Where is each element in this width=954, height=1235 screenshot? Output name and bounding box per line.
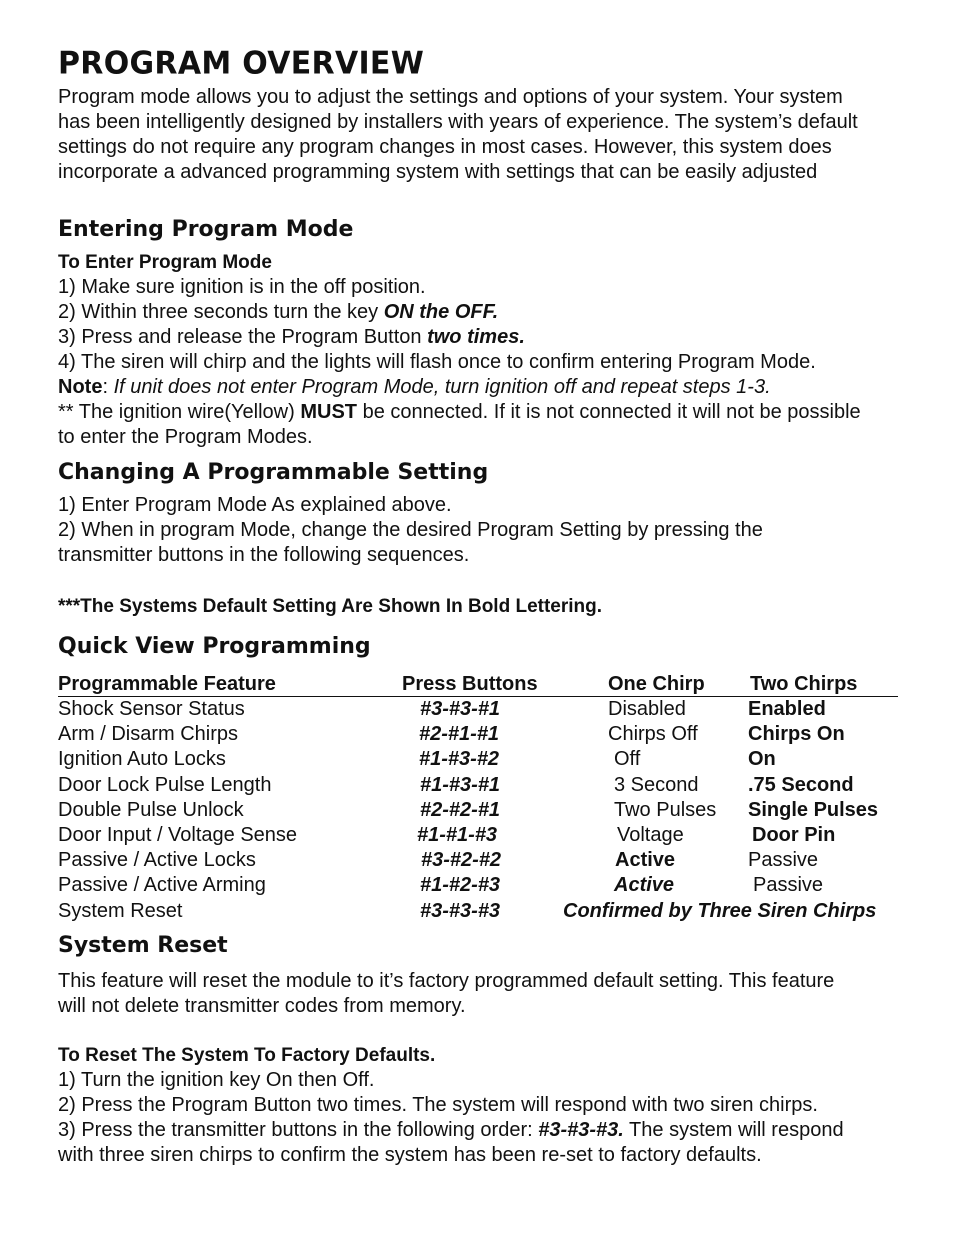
table-row xyxy=(58,798,898,823)
column-header-feature: Programmable Feature xyxy=(58,671,402,697)
entering-step xyxy=(58,300,903,325)
reset-heading: System Reset xyxy=(58,932,228,958)
step-text: 3) Press the transmitter buttons in the following order: xyxy=(58,1118,539,1141)
column-header-buttons: Press Buttons xyxy=(402,671,608,697)
entering-warning-line: to enter the Program Modes. xyxy=(58,426,313,448)
feature-cell: Double Pulse Unlock xyxy=(58,798,244,821)
table-header-row xyxy=(58,671,898,697)
page-title: PROGRAM OVERVIEW xyxy=(58,45,425,82)
one-chirp-cell: Two Pulses xyxy=(614,798,717,821)
default-setting-note: ***The Systems Default Setting Are Shown In Bold Lettering. xyxy=(58,596,603,617)
buttons-cell: #1-#3-#2 xyxy=(419,748,500,771)
one-chirp-cell: Active xyxy=(614,874,675,897)
step-emphasis: ON the OFF. xyxy=(383,301,499,323)
buttons-cell: #3-#3-#1 xyxy=(420,698,501,720)
step-text: 3) Press and release the Program Button xyxy=(58,326,428,348)
table-row xyxy=(58,873,898,898)
entering-step: 4) The siren will chirp and the lights will flash once to confirm entering Program Mode. xyxy=(58,351,816,373)
two-chirps-cell: Passive xyxy=(748,849,819,872)
entering-subheading: To Enter Program Mode xyxy=(58,252,272,273)
column-header-one-chirp: One Chirp xyxy=(608,671,748,697)
two-chirps-cell: Enabled xyxy=(748,698,826,720)
changing-line: transmitter buttons in the following sequences. xyxy=(58,544,470,566)
reset-desc-line: This feature will reset the module to it’s factory programmed default setting. This feature xyxy=(58,969,835,992)
changing-heading: Changing A Programmable Setting xyxy=(58,460,489,485)
one-chirp-cell: Chirps Off xyxy=(608,723,698,746)
two-chirps-cell: Door Pin xyxy=(752,823,836,846)
feature-cell: Shock Sensor Status xyxy=(58,698,245,720)
table-row xyxy=(58,848,898,873)
reset-step: 1) Turn the ignition key On then Off. xyxy=(58,1068,375,1091)
buttons-cell: #1-#2-#3 xyxy=(420,874,501,897)
feature-cell: Door Lock Pulse Length xyxy=(58,773,272,796)
table-row xyxy=(58,773,898,798)
reset-desc-line: will not delete transmitter codes from memory. xyxy=(58,994,466,1017)
changing-line: 2) When in program Mode, change the desired Program Setting by pressing the xyxy=(58,519,763,541)
two-chirps-cell: On xyxy=(748,748,776,771)
warning-emphasis: MUST xyxy=(300,401,358,423)
step-emphasis: #3-#3-#3. xyxy=(538,1118,624,1141)
reset-result-cell: Confirmed by Three Siren Chirps xyxy=(563,899,877,922)
feature-cell: Arm / Disarm Chirps xyxy=(58,723,239,746)
step-text: The system will respond xyxy=(623,1118,844,1141)
one-chirp-cell: 3 Second xyxy=(614,773,699,796)
buttons-cell: #2-#1-#1 xyxy=(419,723,500,746)
entering-body xyxy=(58,250,903,450)
table-row xyxy=(58,823,898,848)
two-chirps-cell: Passive xyxy=(753,874,824,897)
intro-line: settings do not require any program changes in most cases. However, this system does xyxy=(58,136,832,158)
changing-body xyxy=(58,493,903,568)
reset-step xyxy=(58,1118,903,1143)
entering-note xyxy=(58,375,903,400)
note-sep: : xyxy=(102,376,114,398)
one-chirp-cell: Off xyxy=(614,748,641,771)
quick-view-heading: Quick View Programming xyxy=(58,634,371,659)
buttons-cell: #1-#1-#3 xyxy=(417,823,498,846)
entering-heading: Entering Program Mode xyxy=(58,217,354,242)
warning-text: be connected. If it is not connected it will not be possible xyxy=(357,401,861,423)
quick-view-table xyxy=(58,671,898,924)
buttons-cell: #1-#3-#1 xyxy=(420,773,501,796)
buttons-cell: #3-#2-#2 xyxy=(421,849,502,872)
table-row xyxy=(58,899,898,924)
step-text: 2) Within three seconds turn the key xyxy=(58,301,384,323)
one-chirp-cell: Voltage xyxy=(617,823,684,846)
two-chirps-cell: Chirps On xyxy=(748,723,845,746)
reset-step: 2) Press the Program Button two times. The system will respond with two siren chirps. xyxy=(58,1093,818,1116)
reset-steps xyxy=(58,1043,903,1168)
table-row xyxy=(58,697,898,723)
one-chirp-cell: Disabled xyxy=(608,698,686,720)
intro-line: has been intelligently designed by installers with years of experience. The system’s default xyxy=(58,111,858,133)
table-row xyxy=(58,722,898,747)
feature-cell: Ignition Auto Locks xyxy=(58,748,226,771)
warning-text: ** The ignition wire(Yellow) xyxy=(58,401,301,423)
reset-step: with three siren chirps to confirm the system has been re-set to factory defaults. xyxy=(58,1143,762,1166)
reset-description xyxy=(58,969,903,1019)
reset-subheading: To Reset The System To Factory Defaults. xyxy=(58,1044,436,1066)
document-page xyxy=(58,46,903,1168)
intro-paragraph xyxy=(58,85,903,185)
entering-step: 1) Make sure ignition is in the off position. xyxy=(58,276,426,298)
step-emphasis: two times. xyxy=(427,326,525,348)
intro-line: incorporate a advanced programming system with settings that can be easily adjusted xyxy=(58,161,818,183)
feature-cell: Passive / Active Arming xyxy=(58,874,266,897)
changing-line: 1) Enter Program Mode As explained above. xyxy=(58,494,452,516)
intro-line: Program mode allows you to adjust the settings and options of your system. Your system xyxy=(58,86,843,108)
entering-step xyxy=(58,325,903,350)
entering-warning xyxy=(58,400,903,425)
feature-cell: Door Input / Voltage Sense xyxy=(58,823,298,846)
buttons-cell: #2-#2-#1 xyxy=(420,798,501,821)
one-chirp-cell: Active xyxy=(615,849,676,872)
note-label: Note xyxy=(58,376,103,398)
feature-cell: System Reset xyxy=(58,899,183,922)
buttons-cell: #3-#3-#3 xyxy=(420,899,501,922)
two-chirps-cell: .75 Second xyxy=(748,773,854,796)
two-chirps-cell: Single Pulses xyxy=(748,798,879,821)
note-text: If unit does not enter Program Mode, turn ignition off and repeat steps 1-3. xyxy=(113,376,771,398)
column-header-two-chirps: Two Chirps xyxy=(748,671,898,697)
feature-cell: Passive / Active Locks xyxy=(58,849,256,872)
table-row xyxy=(58,747,898,772)
